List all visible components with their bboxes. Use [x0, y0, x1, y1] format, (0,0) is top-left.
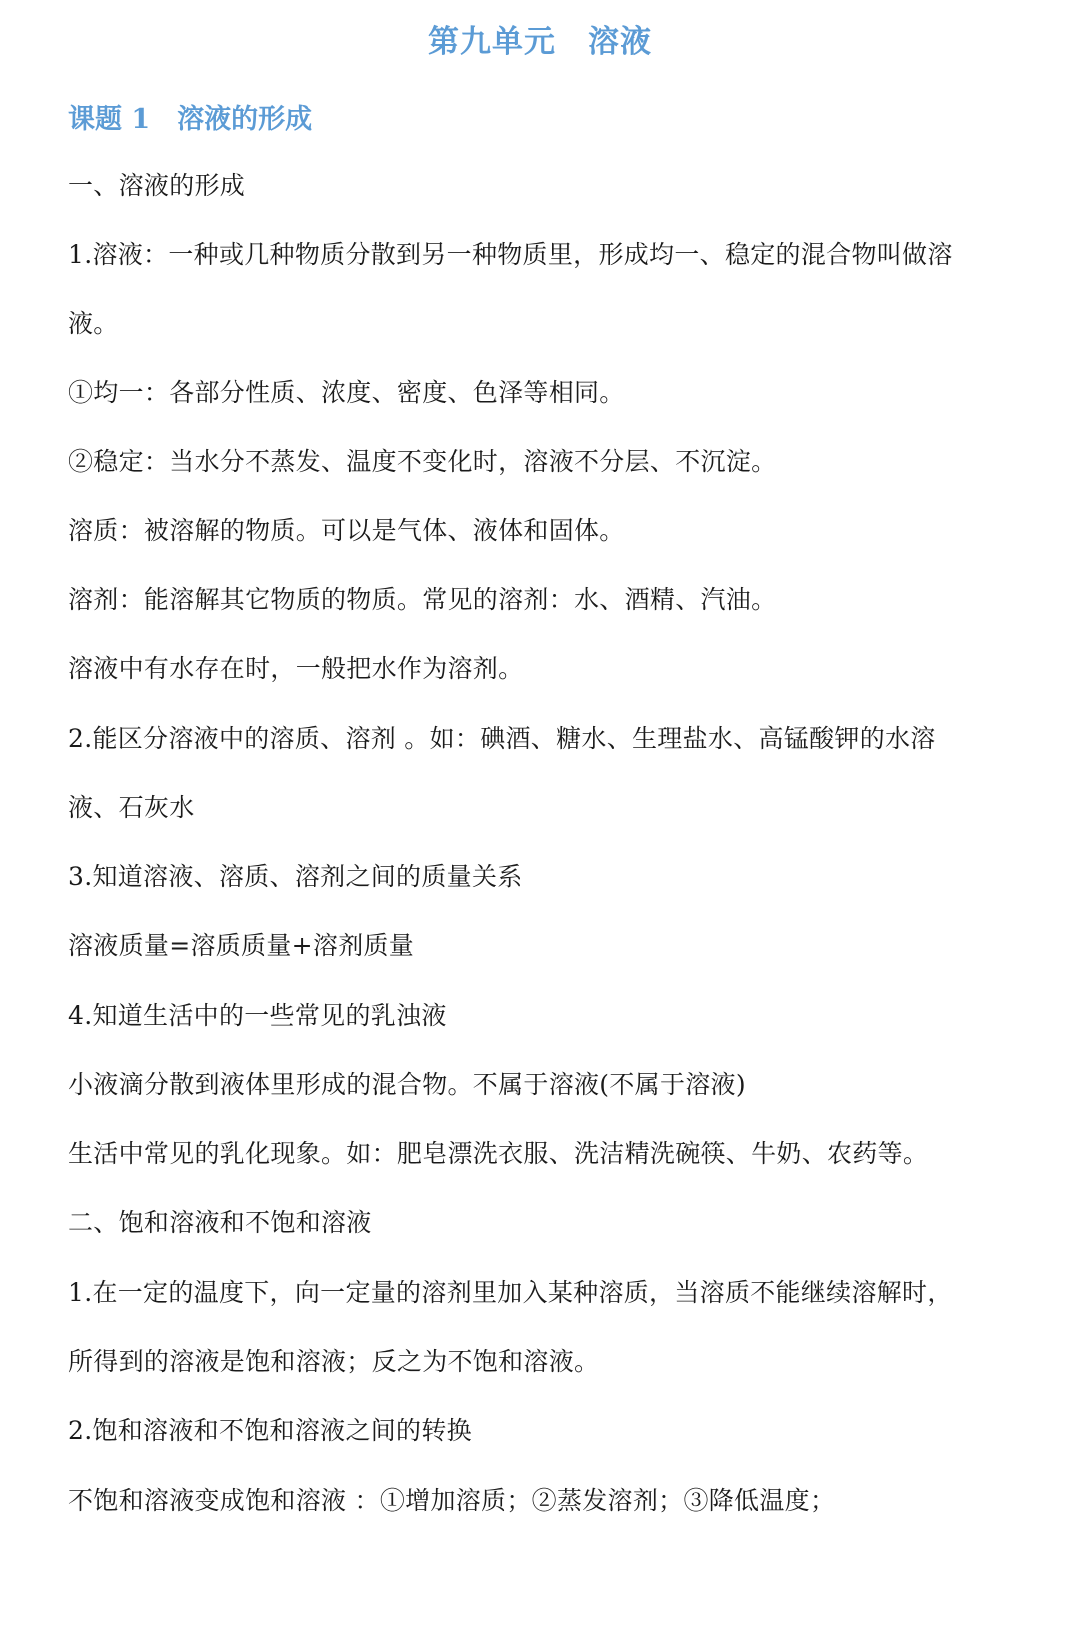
paragraph-line: 3.知道溶液、溶质、溶剂之间的质量关系 [68, 862, 523, 891]
paragraph-line: 4.知道生活中的一些常见的乳浊液 [68, 1001, 447, 1030]
paragraph-line: 液。 [68, 309, 119, 338]
paragraph-line: ①均一：各部分性质、浓度、密度、色泽等相同。 [68, 378, 625, 407]
paragraph-line: 溶液中有水存在时，一般把水作为溶剂。 [68, 654, 524, 683]
paragraph-line: 不饱和溶液变成饱和溶液 ：①增加溶质；②蒸发溶剂；③降低温度； [68, 1486, 836, 1515]
paragraph-line: 1.溶液：一种或几种物质分散到另一种物质里，形成均一、稳定的混合物叫做溶 [68, 240, 953, 269]
paragraph-line: 2.饱和溶液和不饱和溶液之间的转换 [68, 1416, 472, 1445]
paragraph-line: 所得到的溶液是饱和溶液；反之为不饱和溶液。 [68, 1347, 600, 1376]
lesson-heading: 课题 1 溶液的形成 [68, 104, 313, 135]
unit-title: 第九单元 溶液 [428, 24, 652, 60]
paragraph-line: 溶质：被溶解的物质。可以是气体、液体和固体。 [68, 516, 625, 545]
section-heading: 一、溶液的形成 [68, 171, 246, 200]
paragraph-line: 液、石灰水 [68, 793, 195, 822]
paragraph-line: 溶剂：能溶解其它物质的物质。常见的溶剂：水、酒精、汽油。 [68, 585, 777, 614]
paragraph-line: 1.在一定的温度下，向一定量的溶剂里加入某种溶质，当溶质不能继续溶解时， [68, 1278, 953, 1307]
paragraph-line: 2.能区分溶液中的溶质、溶剂 。如：碘酒、糖水、生理盐水、高锰酸钾的水溶 [68, 724, 936, 753]
formula-line: 溶液质量=溶质质量+溶剂质量 [68, 931, 415, 960]
section-heading: 二、饱和溶液和不饱和溶液 [68, 1208, 372, 1237]
paragraph-line: 小液滴分散到液体里形成的混合物。不属于溶液(不属于溶液) [68, 1070, 746, 1099]
paragraph-line: ②稳定：当水分不蒸发、温度不变化时，溶液不分层、不沉淀。 [68, 447, 777, 476]
paragraph-line: 生活中常见的乳化现象。如：肥皂漂洗衣服、洗洁精洗碗筷、牛奶、农药等。 [68, 1139, 929, 1168]
